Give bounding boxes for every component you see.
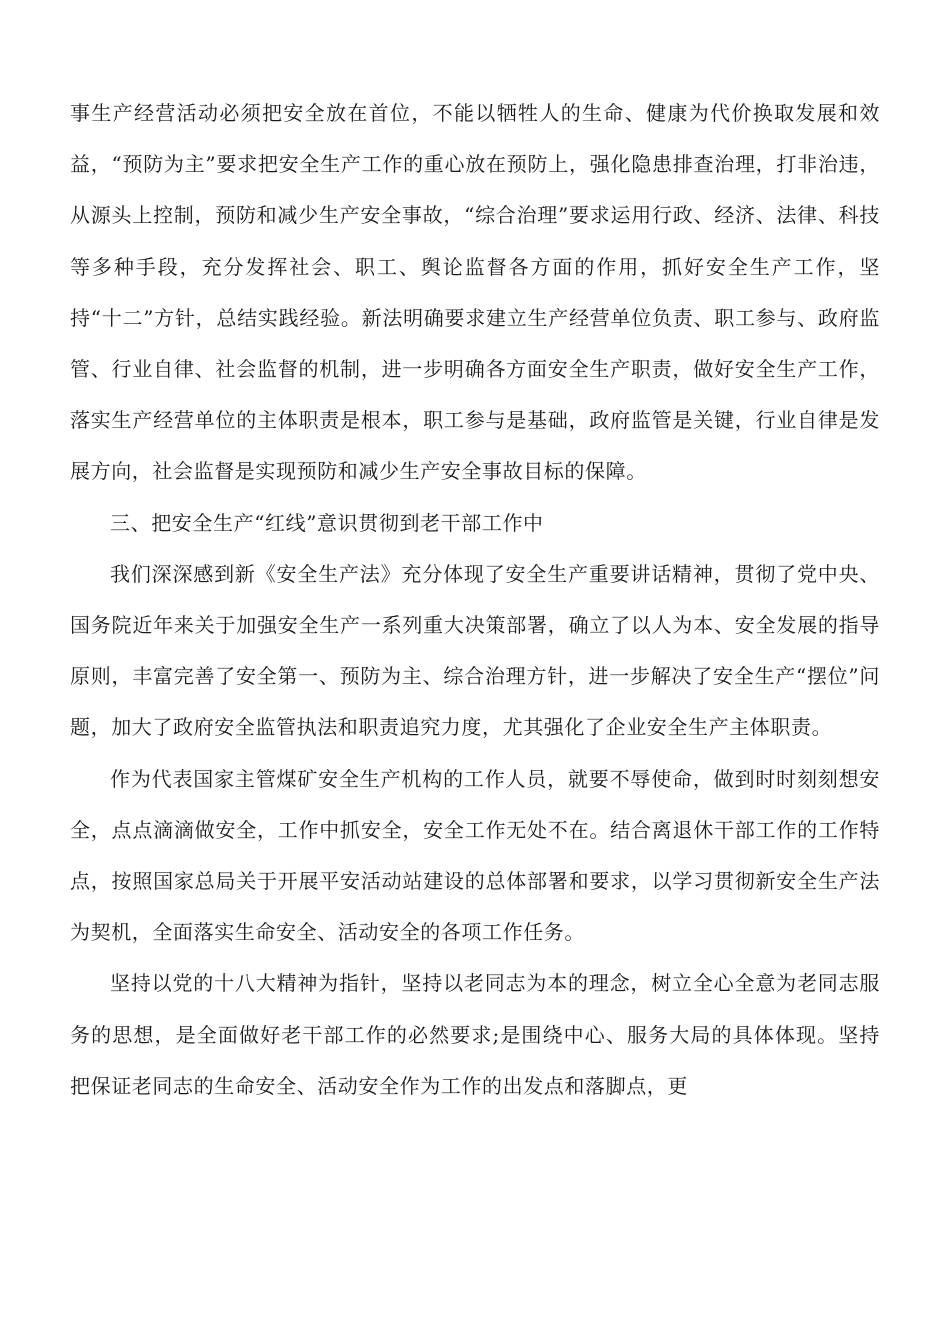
document-body xyxy=(70,88,880,1112)
section-heading: 三、把安全生产“红线”意识贯彻到老干部工作中 xyxy=(110,510,544,535)
paragraph: 我们深深感到新《安全生产法》充分体现了安全生产重要讲话精神，贯彻了党中央、国务院近年来关于加强安全生产一系列重大决策部署，确立了以人为本、安全发展的指导原则，丰富完善了安全第一、预防为主、综合治理方针，进一步解决了安全生产“摆位”问题，加大了政府安全监管执法和职责追究力度，尤其强化了企业安全生产主体职责。 xyxy=(70,561,880,740)
paragraph: 作为代表国家主管煤矿安全生产机构的工作人员，就要不辱使命，做到时时刻刻想安全，点点滴滴做安全，工作中抓安全，安全工作无处不在。结合离退休干部工作的工作特点，按照国家总局关于开展平安活动站建设的总体部署和要求，以学习贯彻新安全生产法为契机，全面落实生命安全、活动安全的各项工作任务。 xyxy=(70,766,880,945)
paragraph: 坚持以党的十八大精神为指针，坚持以老同志为本的理念，树立全心全意为老同志服务的思想，是全面做好老干部工作的必然要求;是围绕中心、服务大局的具体体现。坚持把保证老同志的生命安全、活动安全作为工作的出发点和落脚点，更 xyxy=(70,971,880,1098)
paragraph-continuation: 事生产经营活动必须把安全放在首位，不能以牺牲人的生命、健康为代价换取发展和效益，“预防为主”要求把安全生产工作的重心放在预防上，强化隐患排查治理，打非治违，从源头上控制，预防和减少生产安全事故，“综合治理”要求运用行政、经济、法律、科技等多种手段，充分发挥社会、职工、舆论监督各方面的作用，抓好安全生产工作，坚持“十二”方针，总结实践经验。新法明确要求建立生产经营单位负责、职工参与、政府监管、行业自律、社会监督的机制，进一步明确各方面安全生产职责，做好安全生产工作，落实生产经营单位的主体职责是根本，职工参与是基础，政府监管是关键，行业自律是发展方向，社会监督是实现预防和减少生产安全事故目标的保障。 xyxy=(70,101,880,484)
